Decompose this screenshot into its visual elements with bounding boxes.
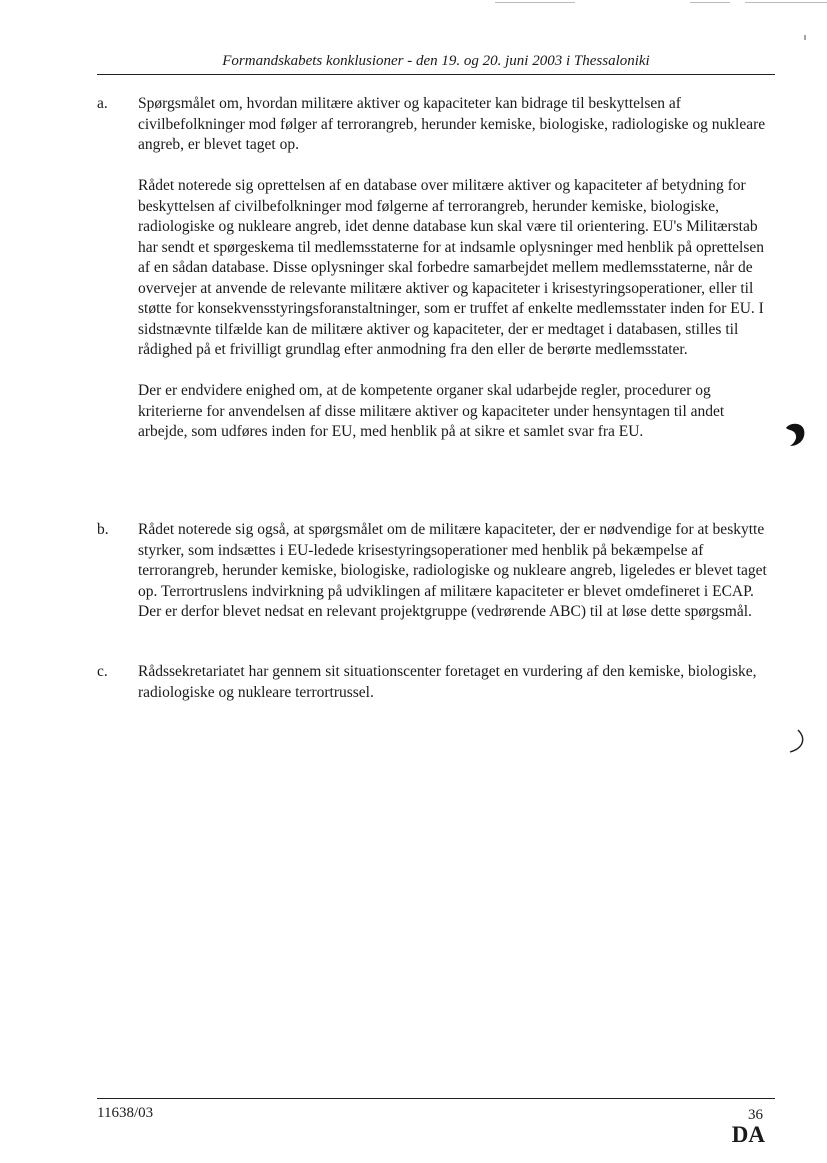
punch-hole-mark-icon xyxy=(780,420,810,450)
header-divider xyxy=(97,74,775,75)
item-body xyxy=(138,94,770,443)
item-label: c. xyxy=(97,663,108,680)
item-body xyxy=(138,662,770,703)
running-header: Formandskabets konklusioner - den 19. og 20. juni 2003 i Thessaloniki xyxy=(222,53,650,69)
scan-artifact-line xyxy=(745,2,827,3)
scan-artifact-line xyxy=(690,2,730,3)
item-body xyxy=(138,520,770,623)
scan-speck-icon xyxy=(802,34,808,42)
scan-artifact-line xyxy=(495,2,575,3)
paragraph: Der er endvidere enighed om, at de kompetente organer skal udarbejde regler, procedurer og kriterierne for anvendelsen af disse militære aktiver og kapaciteter under hensyntagen til andet arbejde, som udføres inden for EU, med henblik på at sikre et samlet svar fra EU. xyxy=(138,382,725,440)
paragraph: Rådssekretariatet har gennem sit situationscenter foretaget en vurdering af den kemiske, biologiske, radiologiske og nukleare terrortrussel. xyxy=(138,663,757,701)
punch-hole-mark-icon xyxy=(786,728,808,754)
paragraph: Rådet noterede sig oprettelsen af en database over militære aktiver og kapaciteter af betydning for beskyttelsen af civilbefolkninger mod følgerne af terrorangreb, herunder kemiske, biologiske, radiologiske og nukleare angreb, idet denne database kun skal være til orientering. EU's Militærstab har sendt et spørgeskema til medlemsstaterne for at indsamle oplysninger med henblik på oprettelsen af en sådan database. Disse oplysninger skal forbedre samarbejdet mellem medlemsstaterne, når de overvejer at anvende de relevante militære aktiver og kapaciteter i krisestyringsoperationer, eller til støtte for konsekvensstyringsforanstaltninger, som er truffet af enkelte medlemsstater inden for EU. I sidstnævnte tilfælde kan de militære aktiver og kapaciteter, der er medtaget i databasen, stilles til rådighed på et frivilligt grundlag efter anmodning fra den eller de berørte medlemsstater. xyxy=(138,177,765,358)
paragraph: Spørgsmålet om, hvordan militære aktiver og kapaciteter kan bidrage til beskyttelsen af civilbefolkninger mod følger af terrorangreb, herunder kemiske, biologiske, radiologiske og nukleare angreb, er blevet taget op. xyxy=(138,95,766,153)
page-number: 36 xyxy=(748,1107,763,1123)
paragraph: Rådet noterede sig også, at spørgsmålet om de militære kapaciteter, der er nødvendige for at beskytte styrker, som indsættes i EU-ledede krisestyringsoperationer med henblik på bekæmpelse af terrorangreb, herunder kemiske, biologiske, radiologiske og nukleare angreb, ligeledes er blevet taget op. Terrortruslens indvirkning på udviklingen af militære kapaciteter er blevet omdefineret i ECAP. Der er derfor blevet nedsat en relevant projektgruppe (vedrørende ABC) til at løse dette spørgsmål. xyxy=(138,521,767,620)
document-number: 11638/03 xyxy=(97,1105,154,1121)
item-label: b. xyxy=(97,521,109,538)
footer-divider xyxy=(97,1098,775,1099)
language-code: DA xyxy=(731,1122,765,1147)
item-label: a. xyxy=(97,95,108,112)
